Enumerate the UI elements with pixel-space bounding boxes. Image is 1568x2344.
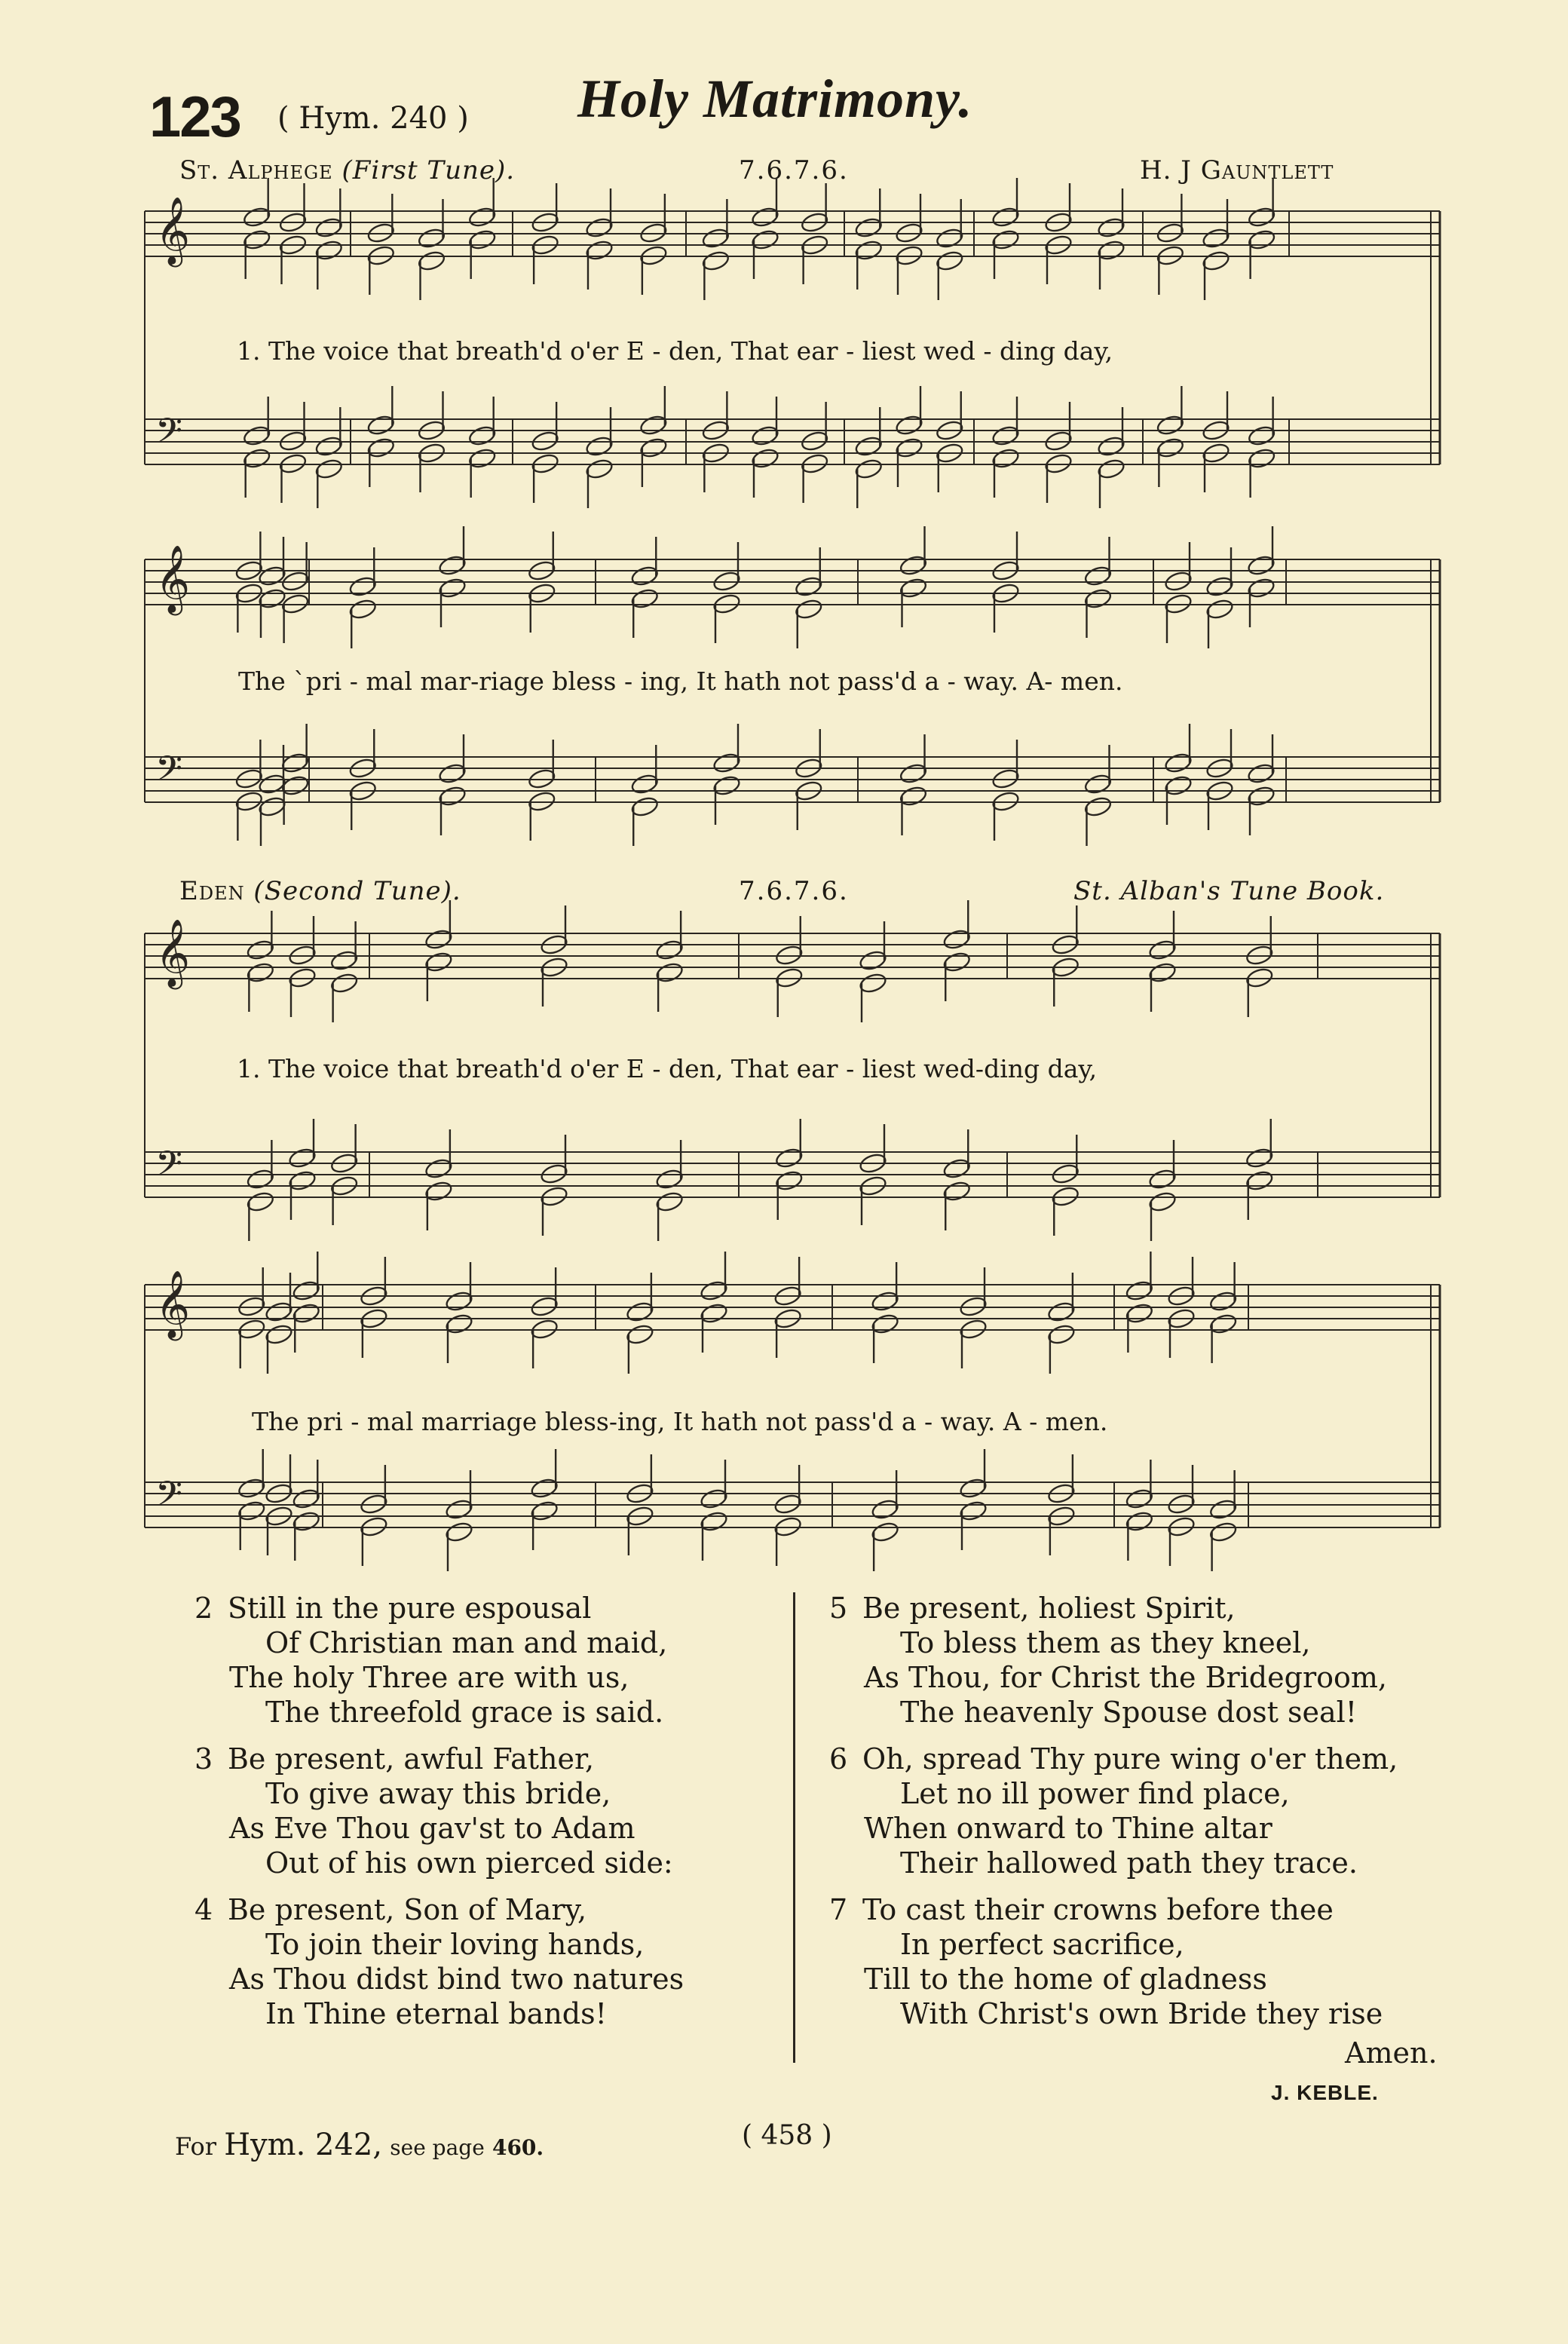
notehead [242, 228, 271, 251]
notehead [1083, 773, 1113, 795]
notehead [438, 762, 467, 785]
notehead [625, 1301, 654, 1323]
notehead [794, 598, 823, 620]
notehead [1148, 961, 1178, 984]
tune2-meter: 7.6.7.6. [739, 876, 849, 906]
notehead [246, 1190, 275, 1213]
notehead [1148, 939, 1178, 961]
notehead [445, 1498, 474, 1521]
tune1-lyric-line2: The `pri - mal mar-riage bless - ing, It hath not pass'd a - way. A- men. [238, 666, 1123, 696]
notehead [292, 1302, 321, 1325]
notehead [1148, 1168, 1178, 1190]
notehead [935, 250, 964, 272]
notehead [1046, 1323, 1076, 1346]
notehead [1247, 206, 1276, 228]
notehead [1125, 1302, 1154, 1325]
notehead [774, 1147, 804, 1169]
verse-line: 4 Be present, Son of Mary, [194, 1893, 587, 1926]
tune2-source: St. Alban's Tune Book. [1073, 876, 1385, 906]
notehead [712, 774, 742, 797]
footer-page-ref: 460. [492, 2135, 544, 2160]
verse-line: 2 Still in the pure espousal [194, 1592, 592, 1625]
verse-line: Of Christian man and maid, [265, 1626, 668, 1659]
notehead [348, 598, 378, 620]
footer-prefix: For [175, 2132, 217, 2161]
notehead [1245, 1169, 1274, 1192]
notehead [1208, 1521, 1238, 1543]
verse-stanza [829, 1591, 1462, 1730]
hymn-number: 123 [149, 85, 240, 149]
notehead [1097, 216, 1126, 239]
notehead [871, 1498, 900, 1521]
notehead [467, 424, 497, 447]
notehead [530, 1500, 559, 1522]
page-number: ( 458 ) [742, 2120, 832, 2151]
verse-number: 6 [829, 1742, 848, 1776]
notehead [899, 785, 928, 807]
tune1-qualifier: (First Tune). [341, 155, 516, 185]
notehead [774, 1169, 804, 1192]
notehead [1164, 774, 1193, 797]
notehead [237, 1477, 266, 1500]
verse-line: To bless them as they kneel, [900, 1626, 1311, 1659]
footer-see: see page [390, 2135, 485, 2160]
verse-stanza [829, 1742, 1462, 1880]
notehead [942, 1180, 972, 1203]
verse-line: Till to the home of gladness [864, 1963, 1267, 1996]
notehead [942, 951, 972, 973]
notehead [1205, 575, 1235, 598]
footer-hymn-ref: Hym. 242, [224, 2128, 383, 2162]
notehead [701, 250, 730, 272]
notehead [1208, 1313, 1238, 1335]
notehead [751, 424, 780, 447]
verse-stanza [194, 1742, 767, 1880]
notehead [1247, 762, 1276, 785]
notehead [280, 752, 310, 774]
amen-text: Amen. [1345, 2036, 1438, 2070]
verse-line: In perfect sacrifice, [900, 1928, 1184, 1961]
notehead [1247, 424, 1276, 447]
notehead [237, 1500, 266, 1522]
verse-line: In Thine eternal bands! [265, 1997, 607, 2030]
notehead [1247, 228, 1276, 251]
notehead [700, 1488, 729, 1510]
notehead [1164, 752, 1193, 774]
notehead [366, 437, 396, 459]
notehead [991, 424, 1021, 447]
notehead [1125, 1510, 1154, 1533]
notehead [1097, 458, 1126, 480]
notehead [712, 752, 742, 774]
notehead [467, 447, 497, 470]
notehead [438, 785, 467, 807]
notehead [639, 414, 668, 437]
page-title: Holy Matrimony. [577, 69, 973, 129]
footer-note [175, 2128, 544, 2162]
notehead [942, 1157, 972, 1180]
notehead [639, 437, 668, 459]
bass-clef-icon: 𝄢 [155, 1474, 183, 1523]
notehead [1202, 250, 1231, 272]
notehead [1125, 1279, 1154, 1302]
verse-line: 7 To cast their crowns before thee [829, 1893, 1334, 1926]
notehead [1208, 1290, 1238, 1313]
notehead [246, 939, 275, 961]
notehead [467, 206, 497, 228]
notehead [242, 424, 271, 447]
verse-stanza [829, 1892, 1462, 2031]
notehead [655, 939, 684, 961]
notehead [625, 1323, 654, 1346]
treble-clef-icon: 𝄞 [155, 919, 191, 987]
verse-line: To join their loving hands, [265, 1928, 645, 1961]
notehead [242, 206, 271, 228]
tune2-name: Eden [179, 876, 245, 906]
notehead [895, 437, 924, 459]
notehead [314, 458, 344, 480]
bass-clef-icon: 𝄢 [155, 411, 183, 460]
verse-line: Out of his own pierced side: [265, 1846, 673, 1880]
column-divider [793, 1592, 795, 2063]
bass-clef-icon: 𝄢 [155, 1144, 183, 1193]
notehead [424, 928, 453, 951]
bass-clef-icon: 𝄢 [155, 749, 183, 798]
notehead [314, 239, 344, 262]
verse-line: As Thou, for Christ the Bridegroom, [864, 1661, 1387, 1694]
notehead [348, 575, 378, 598]
notehead [751, 228, 780, 251]
verse-line: The holy Three are with us, [229, 1661, 629, 1694]
author-credit: J. KEBLE. [1271, 2081, 1379, 2104]
notehead [585, 458, 614, 480]
notehead [751, 447, 780, 470]
verse-stanza [194, 1591, 767, 1730]
notehead [246, 961, 275, 984]
verses-right [829, 1591, 1462, 2043]
notehead [630, 795, 660, 818]
notehead [242, 447, 271, 470]
notehead [630, 587, 660, 610]
notehead [445, 1313, 474, 1335]
notehead [424, 951, 453, 973]
notehead [292, 1488, 321, 1510]
notehead [1125, 1488, 1154, 1510]
notehead [630, 565, 660, 587]
notehead [700, 1302, 729, 1325]
notehead [530, 1477, 559, 1500]
notehead [899, 577, 928, 599]
notehead [467, 228, 497, 251]
notehead [1083, 795, 1113, 818]
notehead [265, 1323, 294, 1346]
verse-line: 3 Be present, awful Father, [194, 1742, 595, 1776]
hymn-reference: ( Hym. 240 ) [277, 101, 469, 136]
verse-line: As Eve Thou gav'st to Adam [229, 1812, 635, 1845]
notehead [859, 949, 888, 972]
tune2-lyric-line1: 1. The voice that breath'd o'er E - den, That ear - liest wed-ding day, [237, 1054, 1098, 1083]
notehead [292, 1510, 321, 1533]
notehead [445, 1290, 474, 1313]
notehead [991, 447, 1021, 470]
notehead [1247, 554, 1276, 577]
notehead [314, 435, 344, 458]
notehead [1148, 1190, 1178, 1213]
notehead [899, 554, 928, 577]
notehead [366, 414, 396, 437]
notehead [871, 1290, 900, 1313]
notehead [1083, 587, 1113, 610]
tune2-lyric-line2: The pri - mal marriage bless-ing, It hath not pass'd a - way. A - men. [252, 1407, 1108, 1436]
tune1-meter: 7.6.7.6. [739, 155, 849, 185]
notehead [329, 949, 359, 972]
notehead [1156, 437, 1185, 459]
notehead [280, 774, 310, 797]
verses-left [194, 1591, 767, 2043]
notehead [854, 216, 884, 239]
notehead [417, 227, 446, 250]
notehead [942, 928, 972, 951]
notehead [585, 435, 614, 458]
notehead [854, 435, 884, 458]
verse-stanza [194, 1892, 767, 2031]
verse-number: 4 [194, 1893, 213, 1926]
notehead [655, 961, 684, 984]
notehead [1247, 577, 1276, 599]
notehead [424, 1180, 453, 1203]
notehead [585, 239, 614, 262]
notehead [288, 1169, 317, 1192]
notehead [438, 554, 467, 577]
tune1-lyric-line1: 1. The voice that breath'd o'er E - den, That ear - liest wed - ding day, [237, 336, 1113, 366]
verse-number: 5 [829, 1592, 848, 1625]
notehead [871, 1521, 900, 1543]
notehead [701, 227, 730, 250]
notehead [265, 1301, 294, 1323]
notehead [991, 206, 1021, 228]
notehead [1202, 227, 1231, 250]
notehead [700, 1510, 729, 1533]
notehead [445, 1521, 474, 1543]
notehead [1245, 1147, 1274, 1169]
notehead [895, 414, 924, 437]
notehead [959, 1477, 988, 1500]
notehead [1046, 1301, 1076, 1323]
verse-number: 3 [194, 1742, 213, 1776]
tune1-name: St. Alphege [179, 155, 333, 185]
verse-line: The heavenly Spouse dost seal! [900, 1696, 1358, 1729]
notehead [329, 972, 359, 994]
tune1-composer: H. J Gauntlett [1140, 155, 1334, 185]
verse-line: With Christ's own Bride they rise [900, 1997, 1383, 2030]
verse-line: 6 Oh, spread Thy pure wing o'er them, [829, 1742, 1398, 1776]
notehead [700, 1279, 729, 1302]
verse-line: To give away this bride, [265, 1777, 611, 1810]
notehead [655, 1190, 684, 1213]
verse-line: Let no ill power find place, [900, 1777, 1290, 1810]
notehead [655, 1168, 684, 1190]
verse-line: When onward to Thine altar [864, 1812, 1272, 1845]
tune2-qualifier: (Second Tune). [253, 876, 461, 906]
notehead [314, 216, 344, 239]
notehead [1208, 1498, 1238, 1521]
verse-line: 5 Be present, holiest Spirit, [829, 1592, 1236, 1625]
notehead [585, 216, 614, 239]
treble-clef-icon: 𝄞 [155, 1270, 191, 1338]
notehead [751, 206, 780, 228]
notehead [417, 250, 446, 272]
notehead [630, 773, 660, 795]
notehead [424, 1157, 453, 1180]
notehead [1156, 414, 1185, 437]
notehead [854, 239, 884, 262]
notehead [246, 1168, 275, 1190]
notehead [794, 575, 823, 598]
notehead [438, 577, 467, 599]
verse-number: 7 [829, 1893, 848, 1926]
treble-clef-icon: 𝄞 [155, 197, 191, 265]
verse-number: 2 [194, 1592, 213, 1625]
notehead [991, 228, 1021, 251]
notehead [1097, 239, 1126, 262]
notehead [871, 1313, 900, 1335]
verse-line: As Thou didst bind two natures [229, 1963, 684, 1996]
verse-line: Their hallowed path they trace. [900, 1846, 1358, 1880]
notehead [859, 972, 888, 994]
treble-clef-icon: 𝄞 [155, 545, 191, 613]
notehead [1247, 447, 1276, 470]
notehead [854, 458, 884, 480]
notehead [935, 227, 964, 250]
notehead [1205, 598, 1235, 620]
notehead [959, 1500, 988, 1522]
notehead [288, 1147, 317, 1169]
notehead [1247, 785, 1276, 807]
notehead [292, 1279, 321, 1302]
notehead [1083, 565, 1113, 587]
notehead [1097, 435, 1126, 458]
verse-line: The threefold grace is said. [265, 1696, 664, 1729]
notehead [899, 762, 928, 785]
